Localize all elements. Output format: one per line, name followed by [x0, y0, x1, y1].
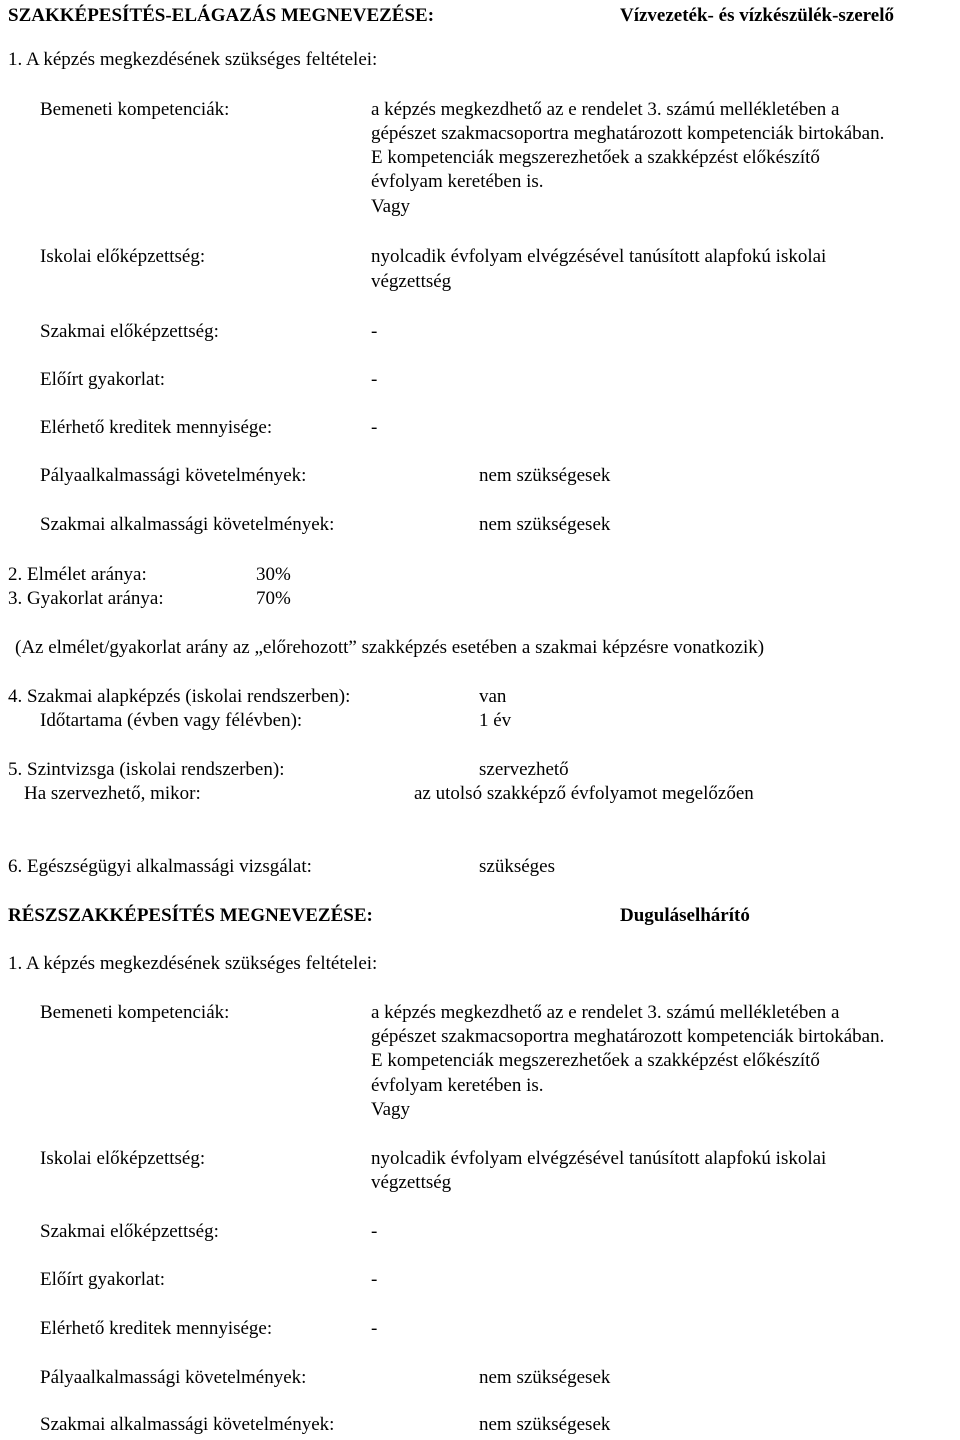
- section1-szakalk-value: nem szükségesek: [479, 514, 611, 535]
- section2-iskolai-line-2: végzettség: [371, 1172, 452, 1193]
- section2-kredit-label: Elérhető kreditek mennyisége:: [40, 1318, 273, 1339]
- section1-ha-value: az utolsó szakképző évfolyamot megelőzően: [414, 783, 754, 804]
- section1-szakmai-elo-value: -: [371, 321, 378, 342]
- section1-item4-value: van: [479, 686, 507, 707]
- section2-kredit-value: -: [371, 1318, 378, 1339]
- section1-item5-label: 5. Szintvizsga (iskolai rendszerben):: [8, 759, 285, 780]
- section1-iskolai-line-2: végzettség: [371, 271, 452, 292]
- section2-item1-heading: 1. A képzés megkezdésének szükséges feltételei:: [8, 953, 378, 974]
- section1-eloirt-label: Előírt gyakorlat:: [40, 369, 166, 390]
- section1-item3-value: 70%: [256, 588, 291, 609]
- section2-bemeneti-line-4: évfolyam keretében is.: [371, 1075, 544, 1096]
- section2-szakmai-elo-label: Szakmai előképzettség:: [40, 1221, 219, 1242]
- section1-idotartam-value: 1 év: [479, 710, 512, 731]
- section1-item2-label: 2. Elmélet aránya:: [8, 564, 147, 585]
- section1-szakmai-elo-label: Szakmai előképzettség:: [40, 321, 219, 342]
- section2-bemeneti-line-2: gépészet szakmacsoportra meghatározott kompetenciák birtokában.: [371, 1026, 885, 1047]
- section1-title-label: SZAKKÉPESÍTÉS-ELÁGAZÁS MEGNEVEZÉSE:: [8, 5, 435, 26]
- section2-iskolai-line-1: nyolcadik évfolyam elvégzésével tanúsított alapfokú iskolai: [371, 1148, 827, 1169]
- section2-eloirt-value: -: [371, 1269, 378, 1290]
- section2-palya-label: Pályaalkalmassági követelmények:: [40, 1367, 307, 1388]
- section2-szakalk-label: Szakmai alkalmassági követelmények:: [40, 1414, 335, 1435]
- section1-item5-value: szervezhető: [479, 759, 569, 780]
- section1-item1-heading: 1. A képzés megkezdésének szükséges feltételei:: [8, 49, 378, 70]
- section1-bemeneti-line-4: évfolyam keretében is.: [371, 171, 544, 192]
- section1-item6-label: 6. Egészségügyi alkalmassági vizsgálat:: [8, 856, 312, 877]
- section1-ha-label: Ha szervezhető, mikor:: [24, 783, 201, 804]
- section1-ratio-note: (Az elmélet/gyakorlat arány az „előrehozott” szakképzés esetében a szakmai képzésre vonatkozik): [15, 637, 765, 658]
- section1-palya-value: nem szükségesek: [479, 465, 611, 486]
- section1-item4-label: 4. Szakmai alapképzés (iskolai rendszerben):: [8, 686, 351, 707]
- section1-bemeneti-line-1: a képzés megkezdhető az e rendelet 3. számú mellékletében a: [371, 99, 840, 120]
- section1-palya-label: Pályaalkalmassági követelmények:: [40, 465, 307, 486]
- section1-item3-label: 3. Gyakorlat aránya:: [8, 588, 164, 609]
- section2-iskolai-label: Iskolai előképzettség:: [40, 1148, 206, 1169]
- section1-iskolai-label: Iskolai előképzettség:: [40, 246, 206, 267]
- section2-title-label: RÉSZSZAKKÉPESÍTÉS MEGNEVEZÉSE:: [8, 905, 373, 926]
- section2-bemeneti-label: Bemeneti kompetenciák:: [40, 1002, 230, 1023]
- section2-vagy: Vagy: [371, 1099, 411, 1120]
- section2-palya-value: nem szükségesek: [479, 1367, 611, 1388]
- section2-szakmai-elo-value: -: [371, 1221, 378, 1242]
- section1-iskolai-line-1: nyolcadik évfolyam elvégzésével tanúsított alapfokú iskolai: [371, 246, 827, 267]
- section1-bemeneti-line-3: E kompetenciák megszerezhetőek a szakképzést előkészítő: [371, 147, 820, 168]
- section1-szakalk-label: Szakmai alkalmassági követelmények:: [40, 514, 335, 535]
- section2-eloirt-label: Előírt gyakorlat:: [40, 1269, 166, 1290]
- section1-vagy: Vagy: [371, 196, 411, 217]
- section2-szakalk-value: nem szükségesek: [479, 1414, 611, 1435]
- section1-kredit-value: -: [371, 417, 378, 438]
- section1-bemeneti-line-2: gépészet szakmacsoportra meghatározott kompetenciák birtokában.: [371, 123, 885, 144]
- section1-title-value: Vízvezeték- és vízkészülék-szerelő: [620, 5, 894, 26]
- section1-item2-value: 30%: [256, 564, 291, 585]
- section1-kredit-label: Elérhető kreditek mennyisége:: [40, 417, 273, 438]
- section2-title-value: Duguláselhárító: [620, 905, 750, 926]
- section2-bemeneti-line-3: E kompetenciák megszerezhetőek a szakképzést előkészítő: [371, 1050, 820, 1071]
- section1-idotartam-label: Időtartama (évben vagy félévben):: [40, 710, 303, 731]
- section1-bemeneti-label: Bemeneti kompetenciák:: [40, 99, 230, 120]
- section1-item6-value: szükséges: [479, 856, 555, 877]
- section2-bemeneti-line-1: a képzés megkezdhető az e rendelet 3. számú mellékletében a: [371, 1002, 840, 1023]
- section1-eloirt-value: -: [371, 369, 378, 390]
